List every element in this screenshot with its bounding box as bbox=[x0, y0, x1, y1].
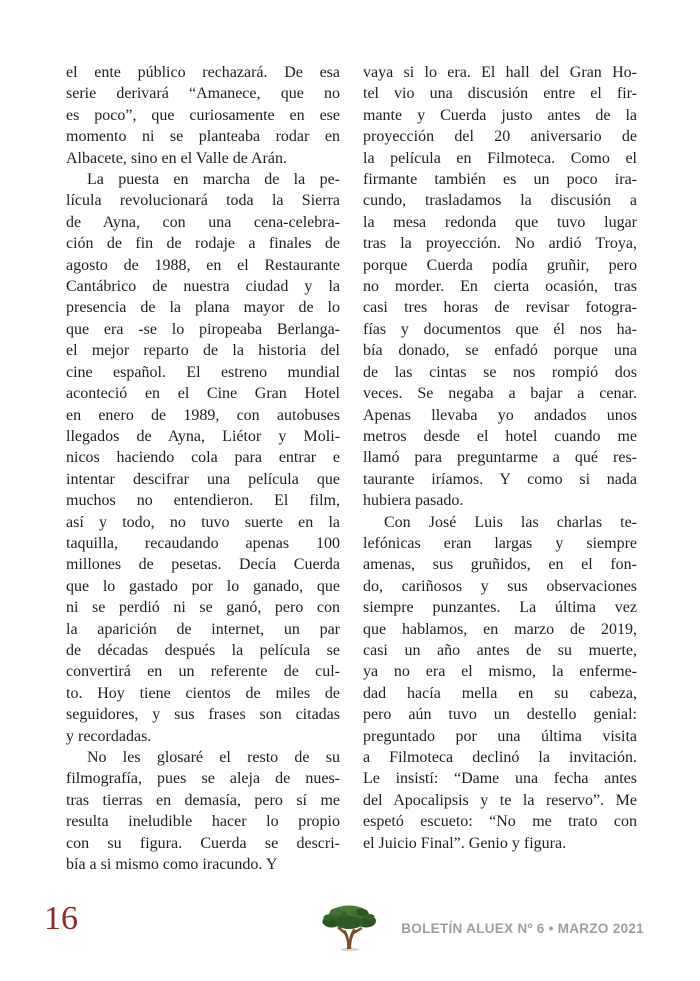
text-line: hubiera pasado. bbox=[363, 492, 464, 510]
text-line: intentar descifrar una película que bbox=[66, 470, 340, 488]
paragraph bbox=[66, 62, 340, 169]
text-line: no morder. En cierta ocasión, tras bbox=[363, 278, 637, 296]
text-line: con su figura. Cuerda se descri- bbox=[66, 834, 340, 852]
text-line: millones de pesetas. Decía Cuerda bbox=[66, 556, 340, 574]
text-line: en enero de 1989, con autobuses bbox=[66, 406, 340, 424]
text-line: tras la proyección. No ardió Troya, bbox=[363, 235, 637, 253]
text-line: ción de fin de rodaje a finales de bbox=[66, 235, 340, 253]
text-line: muchos no entendieron. El film, bbox=[66, 492, 340, 510]
text-line: dad hacía mella en su cabeza, bbox=[363, 684, 637, 702]
text-line: cine español. El estreno mundial bbox=[66, 363, 340, 381]
text-line: No les glosaré el resto de su bbox=[87, 749, 340, 766]
text-line: fías y documentos que él nos ha- bbox=[363, 320, 637, 338]
text-line: bía a si mismo como iracundo. Y bbox=[66, 856, 278, 874]
text-line: convertirá en un referente de cul- bbox=[66, 663, 340, 681]
text-line: do, cariñosos y sus observaciones bbox=[363, 577, 637, 595]
text-line: Albacete, sino en el Valle de Arán. bbox=[66, 149, 287, 167]
text-line: ni se perdió ni se ganó, pero con bbox=[66, 599, 340, 617]
text-line: siempre punzantes. La última vez bbox=[363, 599, 637, 617]
text-line: llamó para preguntarme a qué res- bbox=[363, 449, 637, 467]
text-line: pero aún tuvo un destello genial: bbox=[363, 706, 637, 724]
text-line: vaya si lo era. El hall del Gran Ho- bbox=[363, 64, 637, 81]
text-line: proyección del 20 aniversario de bbox=[363, 128, 637, 146]
text-line: que era -se lo piropeaba Berlanga- bbox=[66, 320, 340, 338]
text-line: la película en Filmoteca. Como el bbox=[363, 149, 637, 167]
text-line: de Ayna, con una cena-celebra- bbox=[66, 213, 340, 231]
text-line: es poco”, que curiosamente en ese bbox=[66, 106, 340, 124]
page-number: 16 bbox=[44, 900, 78, 937]
text-line: la aparición de internet, un par bbox=[66, 620, 340, 638]
text-line: serie derivará “Amanece, que no bbox=[66, 85, 340, 103]
text-line: casi tres horas de revisar fotogra- bbox=[363, 299, 637, 317]
text-line: lefónicas eran largas y siempre bbox=[363, 534, 637, 552]
text-line: to. Hoy tiene cientos de miles de bbox=[66, 684, 340, 702]
text-line: y recordadas. bbox=[66, 727, 152, 745]
text-line: llegados de Ayna, Liétor y Moli- bbox=[66, 427, 340, 445]
text-line: el Juicio Final”. Genio y figura. bbox=[363, 834, 567, 852]
text-line: de las cintas se nos rompió dos bbox=[363, 363, 637, 381]
text-line: taquilla, recaudando apenas 100 bbox=[66, 534, 340, 552]
text-line: presencia de la plana mayor de lo bbox=[66, 299, 340, 317]
text-line: cundo, trasladamos la discusión a bbox=[363, 192, 637, 210]
text-line: tras tierras en demasía, pero sí me bbox=[66, 791, 340, 809]
tree-icon bbox=[320, 903, 378, 953]
left-column bbox=[66, 62, 340, 875]
footer-issue-label: BOLETÍN ALUEX Nº 6 • MARZO 2021 bbox=[401, 921, 644, 936]
text-line: mante y Cuerda justo antes de la bbox=[363, 106, 637, 124]
text-line: momento ni se planteaba rodar en bbox=[66, 128, 340, 146]
text-line: que lo gastado por lo ganado, que bbox=[66, 577, 340, 595]
text-line: firmante también es un poco ira- bbox=[363, 171, 637, 189]
text-line: resulta ineludible hacer lo propio bbox=[66, 813, 340, 831]
text-line: amenas, sus gruñidos, en el fon- bbox=[363, 556, 637, 574]
text-line: espetó escueto: “No me trato con bbox=[363, 813, 637, 831]
paragraph bbox=[363, 62, 637, 512]
text-line: del Apocalipsis y te la reservo”. Me bbox=[363, 791, 637, 809]
text-line: el ente público rechazará. De esa bbox=[66, 64, 340, 81]
text-line: aconteció en el Cine Gran Hotel bbox=[66, 385, 340, 403]
text-line: filmografía, pues se aleja de nues- bbox=[66, 770, 340, 788]
text-line: Apenas llevaba yo andados unos bbox=[363, 406, 637, 424]
text-line: que hablamos, en marzo de 2019, bbox=[363, 620, 637, 638]
article-body bbox=[66, 62, 637, 875]
text-line: seguidores, y sus frases son citadas bbox=[66, 706, 340, 724]
text-line: así y todo, no tuvo suerte en la bbox=[66, 513, 340, 531]
text-line: taurante iríamos. Y como si nada bbox=[363, 470, 637, 488]
text-line: La puesta en marcha de la pe- bbox=[87, 171, 340, 189]
text-line: metros desde el hotel cuando me bbox=[363, 427, 637, 445]
text-line: tel vio una discusión entre el fir- bbox=[363, 85, 637, 103]
paragraph bbox=[66, 747, 340, 875]
paragraph bbox=[66, 169, 340, 747]
text-line: veces. Se negaba a bajar a cenar. bbox=[363, 385, 637, 403]
text-line: agosto de 1988, en el Restaurante bbox=[66, 256, 340, 274]
text-line: porque Cuerda podía gruñir, pero bbox=[363, 256, 637, 274]
text-line: Le insistí: “Dame una fecha antes bbox=[363, 770, 637, 788]
text-line: Cantábrico de nuestra ciudad y la bbox=[66, 278, 340, 296]
text-line: lícula revolucionará toda la Sierra bbox=[66, 192, 340, 210]
text-line: preguntado por una última visita bbox=[363, 727, 637, 745]
right-column bbox=[363, 62, 637, 875]
text-line: Con José Luis las charlas te- bbox=[384, 513, 637, 531]
text-line: el mejor reparto de la historia del bbox=[66, 342, 340, 360]
text-line: la mesa redonda que tuvo lugar bbox=[363, 213, 637, 231]
text-line: casi un año antes de su muerte, bbox=[363, 641, 637, 659]
text-line: bía donado, se enfadó porque una bbox=[363, 342, 637, 360]
text-line: nicos haciendo cola para entrar e bbox=[66, 449, 340, 467]
paragraph bbox=[363, 512, 637, 855]
text-line: de décadas después la película se bbox=[66, 641, 340, 659]
text-line: ya no era el mismo, la enferme- bbox=[363, 663, 637, 681]
text-line: a Filmoteca declinó la invitación. bbox=[363, 749, 637, 766]
